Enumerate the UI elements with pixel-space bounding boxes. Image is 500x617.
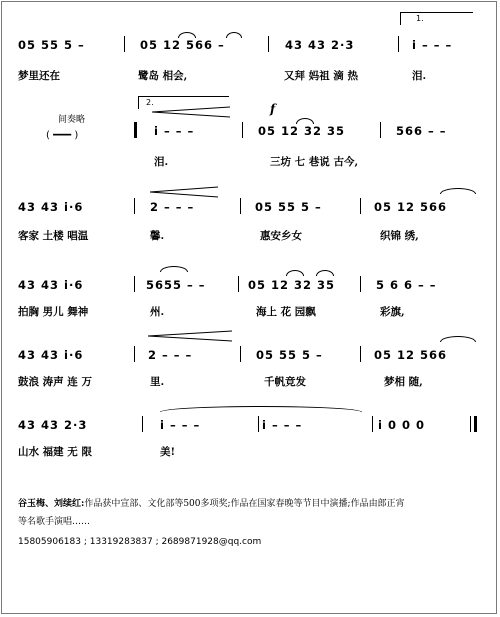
barline <box>238 276 239 292</box>
slur <box>226 32 242 38</box>
notes-r6-m2: i – – – <box>160 418 201 432</box>
slur <box>440 188 476 194</box>
barline <box>380 122 381 138</box>
lyric-r4-c: 海上 花 园飘 <box>256 306 316 318</box>
hairpin-mark <box>148 330 234 342</box>
barline <box>258 416 259 432</box>
lyric-r2-b: 三坊 七 巷说 古今, <box>270 156 359 168</box>
barline <box>268 36 269 52</box>
lyric-r3-d: 织锦 绣, <box>380 230 419 242</box>
barline <box>372 416 373 432</box>
lyric-r4-a: 拍胸 男儿 舞神 <box>18 306 89 318</box>
lyric-r2-a: 泪. <box>154 156 169 168</box>
lyric-r6-a: 山水 福建 无 限 <box>18 446 92 458</box>
lyric-r1-c: 又拜 妈祖 滴 热 <box>284 70 358 82</box>
credit-text-2: 等名歌手演唱…… <box>18 517 91 527</box>
lyric-r1-d: 泪. <box>412 70 427 82</box>
lyric-r1-a: 梦里还在 <box>18 70 60 82</box>
notes-r4-m4: 5 6 6 – – <box>376 278 437 292</box>
volta-1-label: 1. <box>416 14 424 23</box>
notes-r1-m2: 05 12 566 – <box>140 38 225 52</box>
notes-r3-m2: 2 – – – <box>150 200 195 214</box>
notes-r4-m1: 43 43 i·6 <box>18 278 84 292</box>
notes-r2-m2: 05 12 32 35 <box>258 124 346 138</box>
slur <box>178 32 196 38</box>
notes-r3-m3: 05 55 5 – <box>255 200 322 214</box>
notes-r4-m2: 5655 – – <box>146 278 206 292</box>
notes-r6-m4: i 0 0 0 <box>378 418 425 432</box>
lyric-r3-b: 馨. <box>150 230 165 242</box>
barline <box>142 416 143 432</box>
notes-r1-m1: 05 55 5 – <box>18 38 85 52</box>
barline <box>240 346 241 362</box>
notes-r2-m3: 566 – – <box>396 124 447 138</box>
repeat-barline <box>134 122 137 138</box>
final-barline <box>470 416 471 432</box>
volta-2-label: 2. <box>146 98 154 107</box>
notes-r5-m3: 05 55 5 – <box>256 348 323 362</box>
lyric-r4-b: 州. <box>150 306 165 318</box>
lyric-r5-c: 千帆竞发 <box>264 376 306 388</box>
lyric-r4-d: 彩旗, <box>380 306 405 318</box>
notes-r5-m1: 43 43 i·6 <box>18 348 84 362</box>
barline <box>360 198 361 214</box>
lyric-r5-a: 鼓浪 涛声 连 万 <box>18 376 92 388</box>
credit-line-1 <box>18 496 405 509</box>
notes-r5-m2: 2 – – – <box>148 348 193 362</box>
hairpin-mark <box>152 106 232 118</box>
interlude-label: 间奏略 <box>58 115 86 125</box>
lyric-r5-d: 梦相 随, <box>384 376 423 388</box>
slur <box>286 270 304 276</box>
lyric-r6-b: 美! <box>160 446 176 458</box>
notes-r6-m3: i – – – <box>262 418 303 432</box>
barline <box>134 276 135 292</box>
slur <box>296 118 314 124</box>
notes-r1-m4: i – – – <box>412 38 453 52</box>
notes-r3-m1: 43 43 i·6 <box>18 200 84 214</box>
slur <box>440 336 476 342</box>
notes-r5-m4: 05 12 566 <box>374 348 448 362</box>
notes-r6-m1: 43 43 2·3 <box>18 418 88 432</box>
slur <box>316 270 334 276</box>
final-barline-thick <box>474 416 477 432</box>
notes-r3-m4: 05 12 566 <box>374 200 448 214</box>
barline <box>134 198 135 214</box>
barline <box>360 276 361 292</box>
barline <box>242 122 243 138</box>
credit-authors: 谷玉梅、刘续红: <box>18 499 85 509</box>
lyric-r1-b: 鹭岛 相会, <box>138 70 188 82</box>
hairpin-mark <box>150 186 220 198</box>
slur <box>160 266 188 272</box>
barline <box>360 346 361 362</box>
barline <box>134 346 135 362</box>
barline <box>240 198 241 214</box>
notes-r4-m3: 05 12 32 35 <box>248 278 336 292</box>
lyric-r3-a: 客家 土楼 唱温 <box>18 230 89 242</box>
contact-info: 15805906183 ; 13319283837 ; 2689871928@qq.com <box>18 537 262 547</box>
tie-arc <box>160 406 362 412</box>
interlude-mark: ( ━━━ ) <box>46 130 79 141</box>
barline <box>398 36 399 52</box>
dynamic-mark: f <box>270 102 276 116</box>
volta-bracket <box>400 12 473 25</box>
lyric-r5-b: 里. <box>150 376 165 388</box>
notes-r2-m1: i – – – <box>154 124 195 138</box>
barline <box>124 36 125 52</box>
notes-r1-m3: 43 43 2·3 <box>285 38 355 52</box>
lyric-r3-c: 惠安乡女 <box>260 230 302 242</box>
credit-text-1: 作品获中宣部、文化部等500多项奖;作品在国家春晚等节目中演播;作品由郎正宵 <box>84 499 405 509</box>
